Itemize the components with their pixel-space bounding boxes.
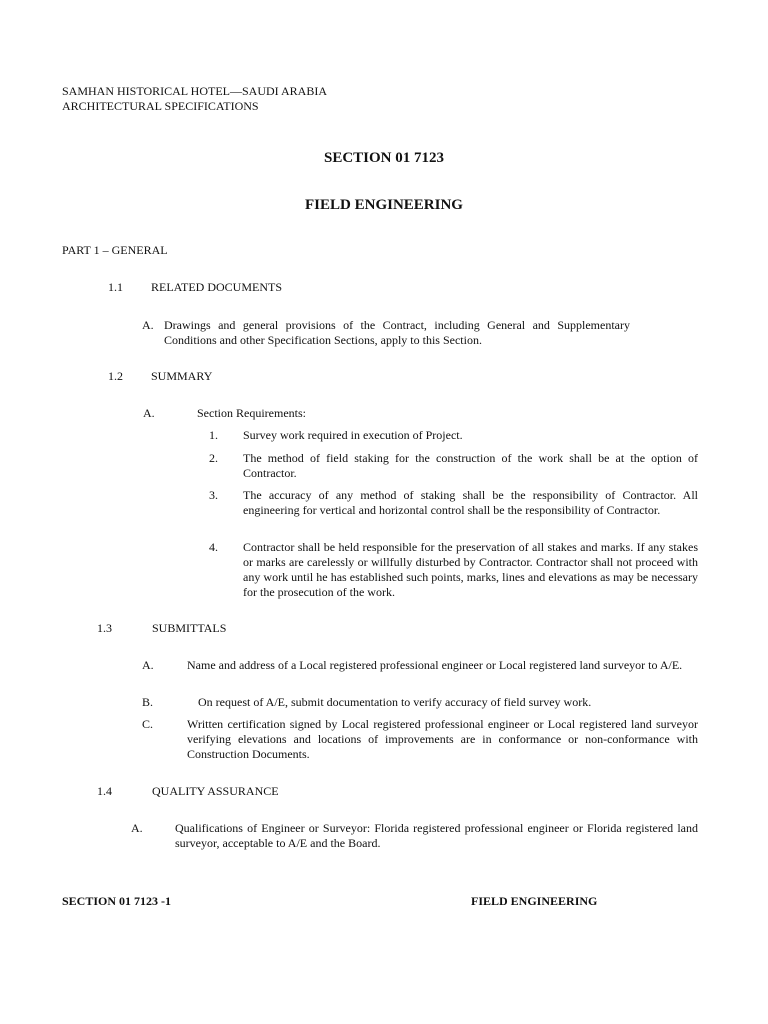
paragraph-text: Section Requirements: [197,406,306,420]
subparagraph-text: The method of field staking for the construction of the work shall be at the option of Contractor. [243,451,698,480]
subparagraph-text: Survey work required in execution of Project. [243,428,463,442]
part-heading: PART 1 – GENERAL [62,243,168,257]
article-number: 1.4 [97,784,112,798]
article-title: QUALITY ASSURANCE [152,784,279,798]
section-title: FIELD ENGINEERING [305,197,463,213]
paragraph-text: Written certification signed by Local registered professional engineer or Local registered land surveyor verifying elevations and locations of improvements are in conformance or non-conformance with Construction Documents. [187,717,698,761]
subparagraph-text: The accuracy of any method of staking shall be the responsibility of Contractor. All engineering for vertical and horizontal control shall be the responsibility of Contractor. [243,488,698,517]
paragraph-text: On request of A/E, submit documentation to verify accuracy of field survey work. [198,695,592,709]
paragraph-text: Qualifications of Engineer or Surveyor: Florida registered professional engineer or Florida registered land surveyor, acceptable to A/E and the Board. [175,821,698,850]
article-number: 1.3 [97,621,112,635]
header-project-name: SAMHAN HISTORICAL HOTEL—SAUDI ARABIA [62,84,328,98]
paragraph-label: C. [142,717,154,731]
subparagraph-label: 2. [209,451,218,465]
paragraph-label: A. [142,658,154,672]
subparagraph-label: 1. [209,428,218,442]
subparagraph-label: 3. [209,488,218,502]
article-title: SUMMARY [151,369,213,383]
footer-section-name: FIELD ENGINEERING [471,894,598,908]
paragraph-text: Name and address of a Local registered professional engineer or Local registered land surveyor to A/E. [187,658,683,672]
footer-page-id: SECTION 01 7123 -1 [62,894,172,908]
subparagraph-label: 4. [209,540,218,554]
paragraph-text: Drawings and general provisions of the Contract, including General and Supplementary Conditions and other Specification Sections, apply to this Section. [164,318,630,347]
header-doc-type: ARCHITECTURAL SPECIFICATIONS [62,99,259,113]
paragraph-label: A. [142,318,154,332]
paragraph-label: B. [142,695,154,709]
paragraph-label: A. [143,406,155,420]
article-title: SUBMITTALS [152,621,227,635]
article-number: 1.2 [108,369,123,383]
section-number: SECTION 01 7123 [323,150,445,166]
paragraph-label: A. [131,821,143,835]
article-number: 1.1 [108,280,123,294]
article-title: RELATED DOCUMENTS [151,280,282,294]
subparagraph-text: Contractor shall be held responsible for the preservation of all stakes and marks. If any stakes or marks are carelessly or willfully disturbed by Contractor. Contractor shall not proceed with any work until he has established such points, marks, lines and elevations as may be necessary for the prosecution of the work. [243,540,698,599]
